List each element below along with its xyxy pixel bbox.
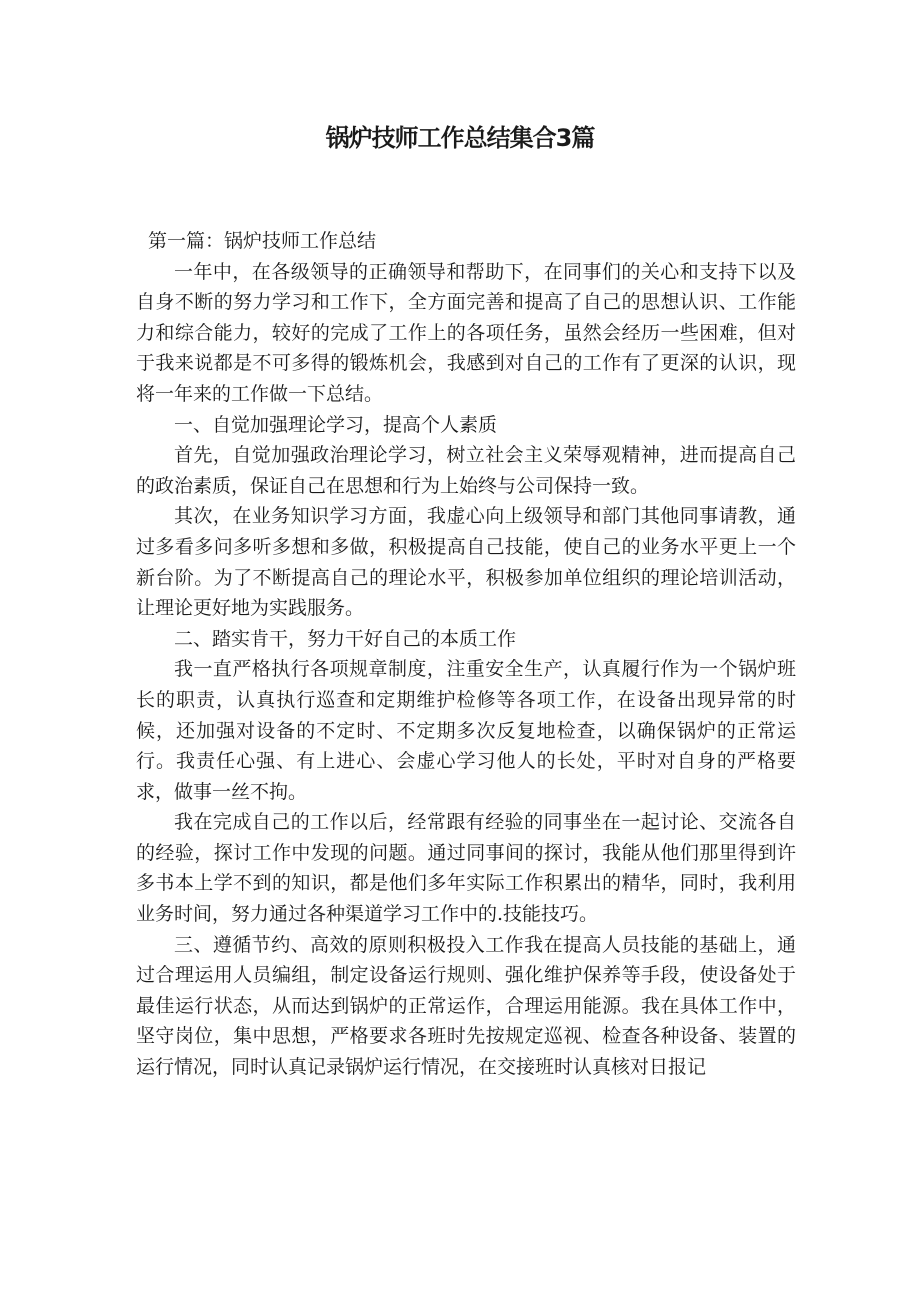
- subheading-theory-study: 一、自觉加强理论学习，提高个人素质: [174, 413, 498, 436]
- section-heading: 第一篇：锅炉技师工作总结: [148, 230, 377, 252]
- paragraph-political-study: 首先，自觉加强政治理论学习，树立社会主义荣辱观精神，进而提高自己的政治素质，保证自己在思想和行为上始终与公司保持一致。: [136, 444, 796, 497]
- paragraph-business-study: 其次，在业务知识学习方面，我虚心向上级领导和部门其他同事请教，通过多看多问多听多想和多做，积极提高自己技能，使自己的业务水平更上一个新台阶。为了不断提高自己的理论水平，积极参加单位组织的理论培训活动，让理论更好地为实践服务。: [136, 505, 796, 620]
- paragraph-regulations: 我一直严格执行各项规章制度，注重安全生产，认真履行作为一个锅炉班长的职责，认真执行巡查和定期维护检修等各项工作，在设备出现异常的时候，还加强对设备的不定时、不定期多次反复地检查，以确保锅炉的正常运行。我责任心强、有上进心、会虚心学习他人的长处，平时对自身的严格要求，做事一丝不拘。: [136, 658, 796, 803]
- paragraph-experience-exchange: 我在完成自己的工作以后，经常跟有经验的同事坐在一起讨论、交流各自的经验，探讨工作中发现的问题。通过同事间的探讨，我能从他们那里得到许多书本上学不到的知识，都是他们多年实际工作积累出的精华，同时，我利用业务时间，努力通过各种渠道学习工作中的.技能技巧。: [136, 811, 796, 926]
- subheading-hard-work: 二、踏实肯干，努力干好自己的本质工作: [174, 627, 517, 650]
- document-body: [136, 226, 796, 1083]
- document-title: 锅炉技师工作总结集合3篇: [325, 124, 595, 152]
- paragraph-efficiency: 三、遵循节约、高效的原则积极投入工作我在提高人员技能的基础上，通过合理运用人员编组，制定设备运行规则、强化维护保养等手段，使设备处于最佳运行状态，从而达到锅炉的正常运作，合理运用能源。我在具体工作中，坚守岗位，集中思想，严格要求各班时先按规定巡视、检查各种设备、装置的运行情况，同时认真记录锅炉运行情况，在交接班时认真核对日报记: [136, 933, 796, 1079]
- paragraph-intro: 一年中，在各级领导的正确领导和帮助下，在同事们的关心和支持下以及自身不断的努力学习和工作下，全方面完善和提高了自己的思想认识、工作能力和综合能力，较好的完成了工作上的各项任务，虽然会经历一些困难，但对于我来说都是不可多得的锻炼机会，我感到对自己的工作有了更深的认识，现将一年来的工作做一下总结。: [136, 260, 796, 405]
